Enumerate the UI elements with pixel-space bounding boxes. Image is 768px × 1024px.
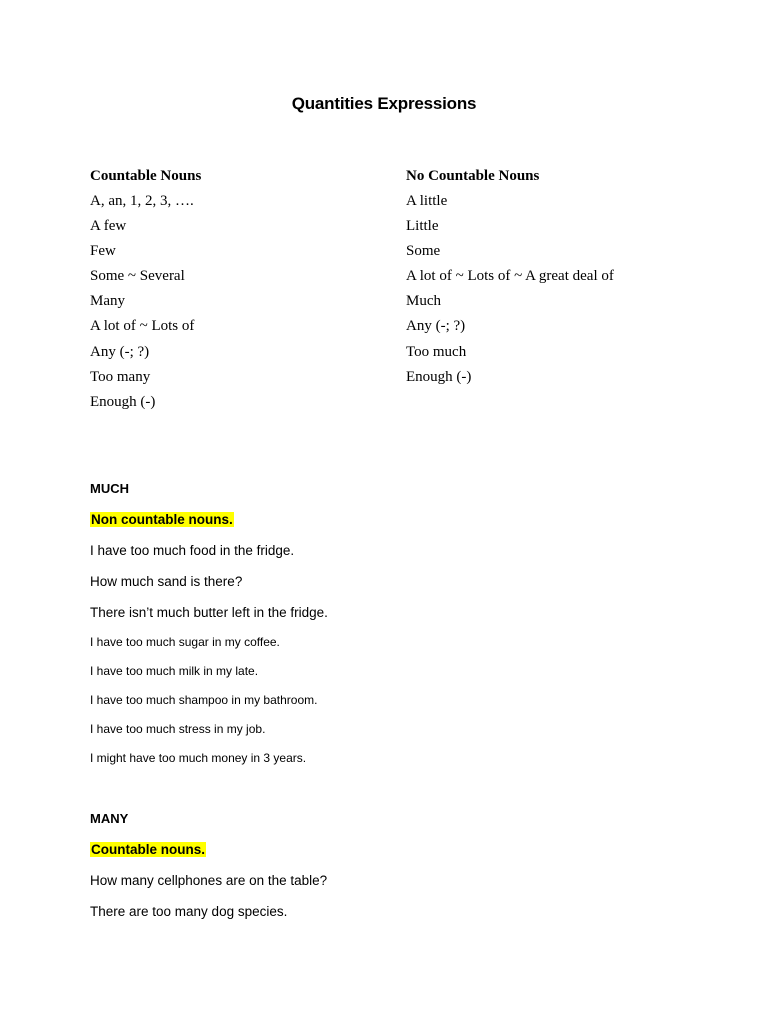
countable-item: Many [90, 293, 125, 310]
much-section [90, 480, 730, 779]
example-sentence: I have too much stress in my job. [90, 722, 266, 737]
example-sentence: I have too much shampoo in my bathroom. [90, 693, 318, 708]
uncountable-item: A little [406, 193, 448, 209]
countable-item: A lot of ~ Lots of [90, 318, 195, 335]
much-highlight-line [90, 511, 730, 542]
uncountable-item: Little [406, 218, 439, 235]
uncountable-item: A lot of ~ Lots of ~ A great deal of [406, 268, 614, 285]
page-title: Quantities Expressions [291, 94, 477, 113]
uncountable-item: Any (-; ?) [406, 318, 466, 335]
uncountable-nouns-column [406, 166, 726, 392]
uncountable-item: Much [406, 293, 441, 310]
countable-nouns-heading: Countable Nouns [90, 168, 202, 184]
much-section-label: MUCH [90, 481, 129, 496]
uncountable-item: Too much [406, 343, 467, 360]
example-sentence: I have too much food in the fridge. [90, 543, 295, 558]
uncountable-item: Some [406, 243, 441, 260]
countable-item: Some ~ Several [90, 268, 185, 285]
many-highlight-text: Countable nouns. [91, 842, 205, 857]
uncountable-item: Enough (-) [406, 368, 472, 385]
countable-item: A few [90, 218, 127, 235]
much-highlight-text: Non countable nouns. [91, 512, 233, 527]
example-sentence: I have too much sugar in my coffee. [90, 635, 280, 650]
many-highlight-line [90, 841, 730, 872]
example-sentence: There isn’t much butter left in the fridge. [90, 604, 328, 620]
countable-item: Few [90, 243, 116, 260]
many-section-label: MANY [90, 811, 129, 826]
countable-item: Any (-; ?) [90, 343, 150, 360]
example-sentence: How much sand is there? [90, 573, 243, 589]
many-section [90, 810, 730, 934]
uncountable-nouns-heading: No Countable Nouns [406, 168, 540, 184]
countable-item: Too many [90, 368, 151, 385]
example-sentence: I have too much milk in my late. [90, 664, 259, 679]
example-sentence: How many cellphones are on the table? [90, 873, 328, 888]
example-sentence: There are too many dog species. [90, 903, 288, 919]
countable-nouns-column [90, 166, 390, 417]
example-sentence: I might have too much money in 3 years. [90, 751, 307, 766]
countable-item: A, an, 1, 2, 3, …. [90, 193, 194, 209]
countable-item: Enough (-) [90, 393, 156, 410]
